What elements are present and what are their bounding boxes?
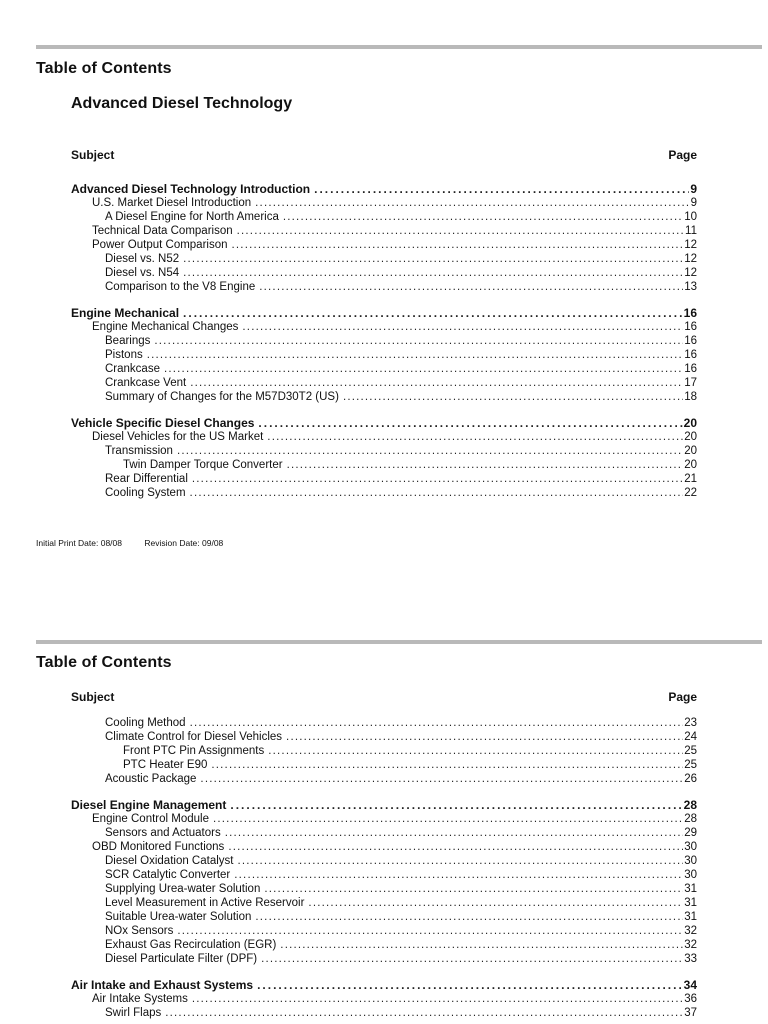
toc-entry-page: 12 [684, 267, 697, 279]
toc-entry-label: Level Measurement in Active Reservoir [105, 897, 305, 909]
toc-entry-page: 32 [684, 925, 697, 937]
toc-entry-label: Diesel Oxidation Catalyst [105, 855, 234, 867]
toc-entry-page: 12 [684, 253, 697, 265]
toc-entry[interactable] [71, 772, 697, 786]
toc-entry-label: U.S. Market Diesel Introduction [92, 197, 252, 209]
page-heading: Page [668, 690, 697, 704]
dot-leader [268, 744, 683, 758]
toc-entry-page: 20 [683, 416, 697, 430]
toc-entry[interactable] [71, 812, 697, 826]
toc-entry-label: Exhaust Gas Recirculation (EGR) [105, 939, 277, 951]
dot-leader [237, 854, 683, 868]
toc-entry-label: Rear Differential [105, 473, 188, 485]
toc-entry-page: 20 [684, 459, 697, 471]
toc-entry-page: 18 [684, 391, 697, 403]
dot-leader [225, 826, 683, 840]
dot-leader [190, 716, 684, 730]
dot-leader [177, 924, 683, 938]
toc-entry-label: Crankcase [105, 363, 160, 375]
toc-entry-page: 20 [684, 431, 697, 443]
section-gap [71, 966, 697, 978]
toc-entry-page: 30 [684, 869, 697, 881]
toc-entry[interactable] [71, 730, 697, 744]
toc-entry-page: 32 [684, 939, 697, 951]
toc-entry[interactable] [71, 716, 697, 730]
dot-leader [230, 798, 682, 812]
toc-entry-page: 36 [684, 993, 697, 1005]
toc-title: Table of Contents [36, 654, 172, 671]
toc-entry-page: 26 [684, 773, 697, 785]
print-date: Initial Print Date: 08/08 [36, 538, 122, 548]
toc-entry[interactable] [71, 882, 697, 896]
subject-heading: Subject [71, 690, 115, 704]
toc-entry-page: 16 [683, 306, 697, 320]
toc-entry-label: A Diesel Engine for North America [105, 211, 279, 223]
toc-entry-page: 9 [690, 182, 697, 196]
toc-entry[interactable] [71, 910, 697, 924]
toc-entry-page: 21 [684, 473, 697, 485]
dot-leader [165, 1006, 683, 1020]
toc-entry-label: Engine Mechanical [71, 306, 180, 320]
section-gap [71, 786, 697, 798]
toc-entry-page: 34 [683, 978, 697, 992]
toc-entry-label: Advanced Diesel Technology Introduction [71, 182, 311, 196]
top-rule [36, 640, 762, 644]
toc-entry-page: 12 [684, 239, 697, 251]
dot-leader [261, 952, 683, 966]
toc-entry[interactable] [71, 868, 697, 882]
toc-title: Table of Contents [36, 60, 172, 77]
toc-entry-page: 31 [684, 883, 697, 895]
dot-leader [211, 758, 683, 772]
toc-entry-page: 24 [684, 731, 697, 743]
dot-leader [280, 938, 683, 952]
toc-entry[interactable] [71, 826, 697, 840]
toc-entry[interactable] [71, 854, 697, 868]
toc-entry-page: 25 [684, 745, 697, 757]
toc-entry-page: 13 [684, 281, 697, 293]
toc-entry-label: Twin Damper Torque Converter [123, 459, 283, 471]
dot-leader [257, 978, 683, 992]
toc-entry-label: Diesel vs. N52 [105, 253, 180, 265]
toc-entry-label: Comparison to the V8 Engine [105, 281, 256, 293]
toc-entry-page: 9 [690, 197, 697, 209]
toc-entry-page: 30 [684, 855, 697, 867]
toc-entry-page: 11 [685, 225, 697, 237]
subject-heading: Subject [71, 148, 115, 162]
toc-entry-label: Suitable Urea-water Solution [105, 911, 252, 923]
toc-entry-page: 22 [684, 487, 697, 499]
toc-entry-label: Diesel Vehicles for the US Market [92, 431, 264, 443]
dot-leader [308, 896, 683, 910]
toc-entry[interactable] [71, 992, 697, 1006]
toc-entry-page: 25 [684, 759, 697, 771]
toc-entry[interactable] [71, 938, 697, 952]
toc-entry-label: Sensors and Actuators [105, 827, 221, 839]
dot-leader [234, 868, 683, 882]
toc-entry-page: 30 [684, 841, 697, 853]
toc-entry-label: Bearings [105, 335, 151, 347]
toc-entry-label: Supplying Urea-water Solution [105, 883, 261, 895]
toc-entry-label: Engine Mechanical Changes [92, 321, 239, 333]
toc-entry-label: PTC Heater E90 [123, 759, 208, 771]
dot-leader [200, 772, 683, 786]
toc-entry-page: 23 [684, 717, 697, 729]
toc-entry-label: Acoustic Package [105, 773, 197, 785]
toc-entry-page: 16 [684, 363, 697, 375]
toc-entry-label: Technical Data Comparison [92, 225, 233, 237]
toc-entry-page: 29 [684, 827, 697, 839]
toc-entry-page: 37 [684, 1007, 697, 1019]
dot-leader [255, 910, 683, 924]
dot-leader [213, 812, 683, 826]
dot-leader [192, 992, 683, 1006]
toc-entry-label: Cooling Method [105, 717, 186, 729]
toc-entry-label: Transmission [105, 445, 173, 457]
toc-entry[interactable] [71, 758, 697, 772]
toc-entry[interactable] [71, 744, 697, 758]
toc-entry-label: NOx Sensors [105, 925, 174, 937]
page-heading: Page [668, 148, 697, 162]
toc-entry-page: 16 [684, 349, 697, 361]
toc-entry-page: 16 [684, 335, 697, 347]
toc-entry-label: Pistons [105, 349, 143, 361]
toc-entry-page: 16 [684, 321, 697, 333]
toc-entry-page: 33 [684, 953, 697, 965]
toc-entry-label: SCR Catalytic Converter [105, 869, 231, 881]
toc-entry-page: 20 [684, 445, 697, 457]
toc-entry-page: 10 [684, 211, 697, 223]
dot-leader [228, 840, 683, 854]
toc-entry[interactable] [71, 924, 697, 938]
toc-entry[interactable] [71, 840, 697, 854]
toc-entry-page: 28 [683, 798, 697, 812]
toc-entry-label: Air Intake and Exhaust Systems [71, 978, 254, 992]
toc-entry-label: Vehicle Specific Diesel Changes [71, 416, 255, 430]
toc-entry-label: Diesel Particulate Filter (DPF) [105, 953, 258, 965]
toc-entry[interactable] [71, 952, 697, 966]
toc-entry-label: Swirl Flaps [105, 1007, 162, 1019]
toc-section-entry[interactable] [71, 798, 697, 812]
dot-leader [264, 882, 683, 896]
toc-entry-label: Air Intake Systems [92, 993, 188, 1005]
toc-list [71, 716, 697, 1020]
toc-entry-label: Engine Control Module [92, 813, 209, 825]
toc-entry[interactable] [71, 896, 697, 910]
toc-entry-label: Climate Control for Diesel Vehicles [105, 731, 283, 743]
toc-entry-label: Diesel Engine Management [71, 798, 227, 812]
toc-section-entry[interactable] [71, 978, 697, 992]
revision-date: Revision Date: 09/08 [144, 538, 224, 548]
toc-entry-label: Diesel vs. N54 [105, 267, 180, 279]
book-title: Advanced Diesel Technology [71, 95, 293, 112]
dot-leader [286, 730, 683, 744]
toc-entry-page: 17 [684, 377, 697, 389]
toc-entry-label: Power Output Comparison [92, 239, 228, 251]
toc-entry[interactable] [71, 1006, 697, 1020]
toc-entry-page: 31 [684, 911, 697, 923]
toc-entry-page: 28 [684, 813, 697, 825]
toc-entry-page: 31 [684, 897, 697, 909]
toc-entry-label: Cooling System [105, 487, 186, 499]
toc-entry-label: Front PTC Pin Assignments [123, 745, 265, 757]
toc-entry-label: OBD Monitored Functions [92, 841, 225, 853]
toc-entry-label: Summary of Changes for the M57D30T2 (US) [105, 391, 339, 403]
toc-entry-label: Crankcase Vent [105, 377, 187, 389]
